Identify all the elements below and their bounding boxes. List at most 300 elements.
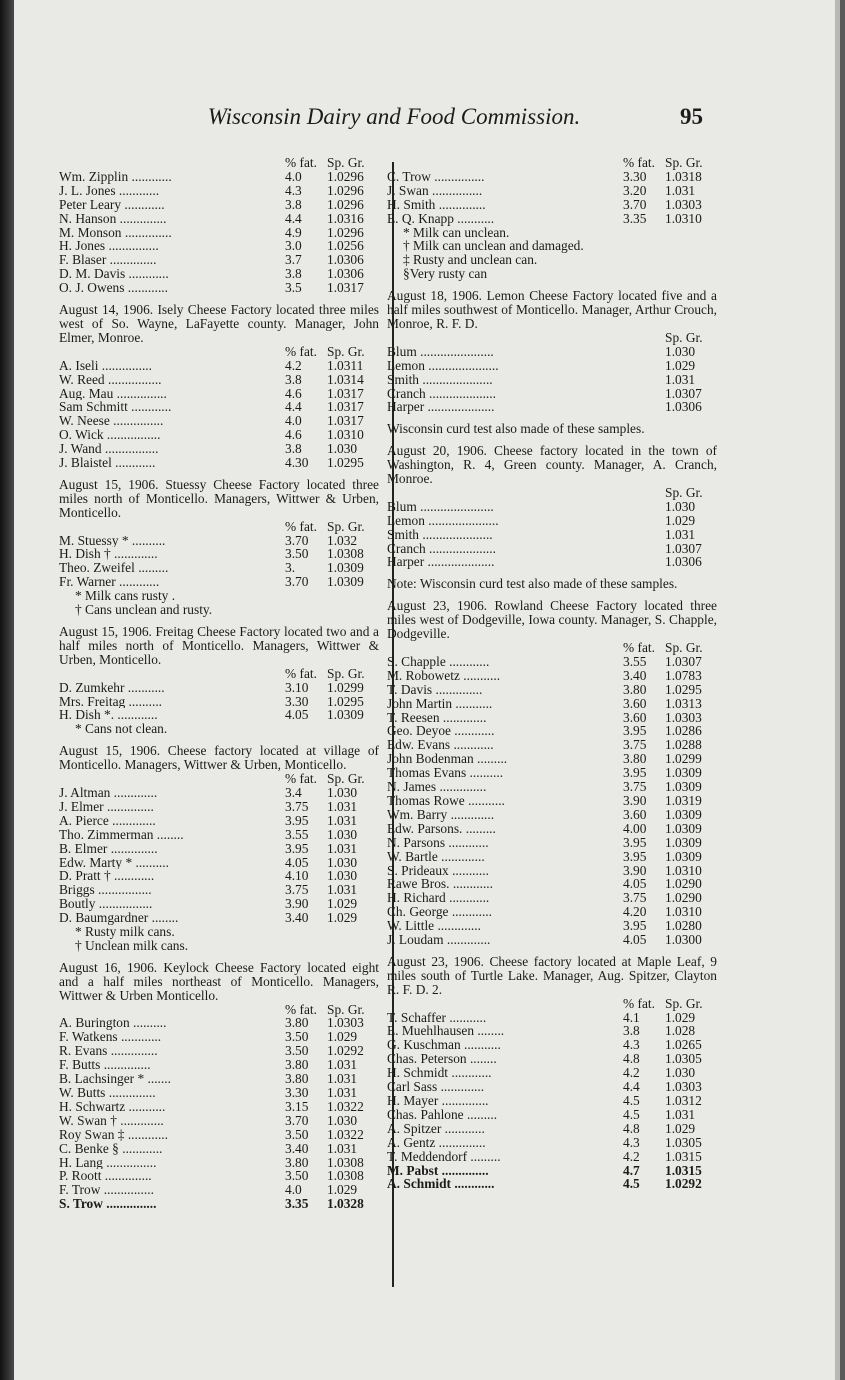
- gravity-column-header: Sp. Gr.: [327, 518, 365, 534]
- specific-gravity: 1.030: [665, 343, 696, 359]
- patron-name: W. Reed ................: [59, 372, 162, 387]
- specific-gravity: 1.0292: [327, 1043, 364, 1059]
- table-row: [59, 1183, 379, 1197]
- patron-name: Smith .....................: [387, 527, 493, 542]
- fat-percent: 3.8: [623, 1023, 640, 1039]
- gravity-column-header: Sp. Gr.: [665, 329, 703, 345]
- table-row: [387, 1164, 717, 1178]
- patron-name: T. Davis ..............: [387, 682, 483, 697]
- specific-gravity: 1.0265: [665, 1037, 702, 1053]
- specific-gravity: 1.0305: [665, 1051, 702, 1067]
- factory-description: Wisconsin curd test also made of these samples.: [387, 421, 645, 437]
- fat-percent: 3.50: [285, 1043, 309, 1059]
- specific-gravity: 1.0308: [327, 1168, 364, 1184]
- patron-name: Thomas Evans ..........: [387, 766, 504, 781]
- footnote: * Milk cans rusty .: [75, 588, 176, 604]
- specific-gravity: 1.0322: [327, 1126, 364, 1142]
- fat-percent: 4.4: [285, 399, 302, 415]
- factory-description: August 20, 1906. Cheese factory located in the town of Washington, R. 4, Green county. Manager, A. Cranch, Monroe.: [387, 443, 717, 487]
- fat-percent: 4.8: [623, 1120, 640, 1136]
- column-header-spacer: [387, 486, 623, 500]
- patron-name: F. Butts ..............: [59, 1058, 151, 1073]
- patron-name: Peter Leary ............: [59, 197, 165, 212]
- table-row: [387, 655, 717, 669]
- table-row: [387, 500, 717, 514]
- patron-name: Smith .....................: [387, 372, 493, 387]
- specific-gravity: 1.0317: [327, 385, 364, 401]
- patron-name: N. James ..............: [387, 780, 487, 794]
- patron-name: S. Chapple ............: [387, 654, 490, 669]
- table-row: [59, 842, 379, 856]
- table-row: [59, 373, 379, 387]
- table-row: [387, 198, 717, 212]
- specific-gravity: 1.029: [327, 910, 358, 926]
- column-header-spacer: [59, 1003, 285, 1017]
- table-row: [59, 1142, 379, 1156]
- book-page: [14, 0, 840, 1380]
- table-row: [387, 891, 717, 905]
- fat-column-header: [623, 486, 665, 500]
- table-row: [387, 711, 717, 725]
- fat-percent: 4.10: [285, 868, 309, 884]
- table-row: [59, 1086, 379, 1100]
- table-row: [387, 1094, 717, 1108]
- fat-percent: 3.10: [285, 679, 309, 695]
- table-row: [387, 683, 717, 697]
- patron-name: B. Elmer ..............: [59, 841, 158, 856]
- gravity-column-header: Sp. Gr.: [665, 484, 703, 500]
- table-row: [59, 281, 379, 295]
- patron-name: H. Schwartz ...........: [59, 1099, 166, 1114]
- patron-name: H. Mayer ..............: [387, 1094, 489, 1108]
- patron-name: A. Iseli ...............: [59, 358, 152, 373]
- specific-gravity: 1.0308: [327, 546, 364, 562]
- fat-percent: 4.7: [623, 1162, 640, 1178]
- fat-percent: 4.0: [285, 168, 302, 184]
- table-row: [387, 1150, 717, 1164]
- fat-percent: 4.1: [623, 1009, 640, 1025]
- patron-name: J. Altman .............: [59, 785, 158, 800]
- patron-name: Sam Schmitt ............: [59, 400, 172, 415]
- table-row: [387, 400, 717, 414]
- specific-gravity: 1.0286: [665, 723, 702, 739]
- table-row: [387, 1108, 717, 1122]
- fat-percent: 4.0: [285, 413, 302, 429]
- column-header-row: [59, 1003, 379, 1017]
- table-row: [387, 794, 717, 808]
- fat-percent: 3.60: [623, 709, 647, 725]
- fat-percent: 3.0: [285, 238, 302, 254]
- column-header-spacer: [59, 156, 285, 170]
- specific-gravity: 1.0303: [665, 709, 702, 725]
- table-row: [59, 695, 379, 709]
- table-row: [387, 1177, 717, 1191]
- table-row: [387, 808, 717, 822]
- specific-gravity: 1.028: [665, 1023, 696, 1039]
- fat-percent: [623, 345, 665, 359]
- fat-percent: 3.80: [623, 751, 647, 767]
- fat-percent: 3.80: [285, 1071, 309, 1087]
- factory-description: Note: Wisconsin curd test also made of these samples.: [387, 576, 678, 592]
- patron-name: W. Little .............: [387, 919, 481, 934]
- fat-percent: 3.95: [623, 765, 647, 781]
- column-header-spacer: [387, 156, 623, 170]
- fat-percent: 4.4: [285, 210, 302, 226]
- table-row: [59, 911, 379, 925]
- factory-description: August 15, 1906. Cheese factory located at village of Monticello. Managers, Wittwer & Urben, Monticello.: [59, 743, 379, 773]
- patron-name: N. Hanson ..............: [59, 211, 167, 226]
- specific-gravity: 1.030: [327, 1112, 358, 1128]
- factory-description: August 23, 1906. Cheese factory located at Maple Leaf, 9 miles south of Turtle Lake. Manager, Aug. Spitzer, Clayton R. F. D. 2.: [387, 953, 717, 997]
- fat-column-header: % fat.: [623, 155, 655, 170]
- column-header-spacer: [387, 331, 623, 345]
- column-header-spacer: [59, 520, 285, 534]
- table-row: [59, 1169, 379, 1183]
- specific-gravity: 1.031: [327, 812, 358, 828]
- fat-percent: 3.55: [285, 826, 309, 842]
- gravity-column-header: Sp. Gr.: [665, 640, 703, 655]
- table-row: [59, 170, 379, 184]
- specific-gravity: 1.0317: [327, 399, 364, 415]
- table-row: [59, 184, 379, 198]
- patron-name: Harper ....................: [387, 400, 495, 415]
- specific-gravity: 1.0309: [665, 765, 702, 781]
- table-row: [59, 681, 379, 695]
- specific-gravity: 1.0310: [665, 862, 702, 878]
- fat-percent: 3.75: [623, 890, 647, 906]
- patron-name: Wm. Zipplin ............: [59, 169, 172, 184]
- fat-percent: 3.15: [285, 1098, 309, 1114]
- factory-description: August 18, 1906. Lemon Cheese Factory located five and a half miles southwest of Monticello. Manager, Arthur Crouch, Monroe, R. F. D.: [387, 288, 717, 331]
- fat-percent: 3.50: [285, 1126, 309, 1142]
- patron-name: J. Blaistel ............: [59, 456, 156, 470]
- specific-gravity: 1.030: [665, 498, 696, 514]
- patron-name: Thomas Rowe ...........: [387, 793, 505, 808]
- table-row: [387, 905, 717, 919]
- gravity-column-header: Sp. Gr.: [665, 995, 703, 1011]
- specific-gravity: 1.031: [327, 1057, 358, 1073]
- specific-gravity: 1.0307: [665, 653, 702, 669]
- footnote: §Very rusty can: [403, 266, 488, 282]
- fat-percent: 3.80: [623, 681, 647, 697]
- specific-gravity: 1.0309: [327, 707, 364, 723]
- fat-percent: 4.05: [623, 932, 647, 948]
- specific-gravity: 1.0306: [665, 399, 702, 415]
- specific-gravity: 1.0309: [665, 779, 702, 795]
- footnote: † Cans unclean and rusty.: [75, 602, 213, 618]
- factory-description: August 23, 1906. Rowland Cheese Factory located three miles west of Dodgeville, Iowa county. Manager, S. Chapple, Dodgeville.: [387, 598, 717, 642]
- table-row: [387, 766, 717, 780]
- patron-name: Theo. Zweifel .........: [59, 561, 169, 576]
- fat-percent: 3.80: [285, 1154, 309, 1170]
- table-row: [59, 883, 379, 897]
- fat-percent: 3.35: [623, 210, 647, 226]
- patron-name: Cranch ....................: [387, 386, 496, 401]
- specific-gravity: 1.0299: [665, 751, 702, 767]
- table-row: [387, 1052, 717, 1066]
- specific-gravity: 1.0290: [665, 876, 702, 892]
- fat-percent: 3.30: [285, 1085, 309, 1100]
- column-header-row: [59, 520, 379, 534]
- fat-percent: [623, 400, 665, 414]
- specific-gravity: 1.030: [327, 854, 358, 870]
- patron-name: W. Swan † .............: [59, 1113, 164, 1128]
- table-row: [387, 514, 717, 528]
- patron-name: G. Kuschman ...........: [387, 1038, 501, 1053]
- fat-percent: 3.90: [623, 862, 647, 878]
- patron-name: E. Muehlhausen ........: [387, 1024, 505, 1039]
- patron-name: Blum ......................: [387, 344, 494, 359]
- specific-gravity: 1.031: [665, 371, 696, 387]
- footnote: * Cans not clean.: [75, 721, 168, 737]
- table-row: [59, 1156, 379, 1170]
- fat-column-header: % fat.: [285, 155, 317, 170]
- footnote: * Rusty milk cans.: [75, 924, 175, 940]
- fat-percent: 3.50: [285, 546, 309, 562]
- patron-name: Boutly ................: [59, 897, 153, 912]
- specific-gravity: 1.0783: [665, 667, 702, 683]
- patron-name: J. Loudam .............: [387, 933, 491, 947]
- running-header-title: Wisconsin Dairy and Food Commission.: [207, 104, 581, 129]
- specific-gravity: 1.031: [327, 1140, 358, 1156]
- patron-name: Harper ....................: [387, 555, 495, 570]
- table-row: [59, 828, 379, 842]
- table-row: [59, 1030, 379, 1044]
- column-header-row: [387, 997, 717, 1011]
- patron-name: H. Richard ............: [387, 891, 490, 906]
- table-row: [387, 933, 717, 947]
- specific-gravity: 1.0300: [665, 932, 702, 948]
- specific-gravity: 1.0319: [665, 792, 702, 808]
- patron-name: Edw. Marty * ..........: [59, 855, 169, 870]
- table-row: [387, 1024, 717, 1038]
- specific-gravity: 1.0295: [665, 681, 702, 697]
- patron-name: D. Baumgardner ........: [59, 911, 179, 926]
- fat-percent: 3.30: [623, 168, 647, 184]
- specific-gravity: 1.0309: [665, 806, 702, 822]
- patron-name: W. Butts ..............: [59, 1086, 156, 1100]
- patron-name: O. J. Owens ............: [59, 281, 168, 296]
- specific-gravity: 1.0309: [665, 834, 702, 850]
- fat-percent: 4.5: [623, 1093, 640, 1108]
- specific-gravity: 1.030: [327, 868, 358, 884]
- fat-percent: 4.0: [285, 1182, 302, 1198]
- fat-percent: 3.75: [285, 798, 309, 814]
- specific-gravity: 1.0314: [327, 371, 364, 387]
- patron-name: Chas. Pahlone .........: [387, 1107, 498, 1122]
- fat-percent: 3.8: [285, 196, 302, 212]
- specific-gravity: 1.0305: [665, 1134, 702, 1150]
- patron-name: A. Schmidt ............: [387, 1177, 495, 1192]
- patron-name: T. Reesen .............: [387, 710, 487, 725]
- specific-gravity: 1.0317: [327, 413, 364, 429]
- patron-name: J. Swan ...............: [387, 183, 483, 198]
- table-row: [59, 869, 379, 883]
- specific-gravity: 1.030: [327, 784, 358, 800]
- patron-name: H. Lang ...............: [59, 1155, 157, 1170]
- patron-name: Blum ......................: [387, 499, 494, 514]
- table-row: [387, 669, 717, 683]
- specific-gravity: 1.0322: [327, 1098, 364, 1114]
- fat-percent: 4.8: [623, 1051, 640, 1067]
- fat-percent: 4.3: [285, 182, 302, 198]
- table-row: [387, 822, 717, 836]
- fat-percent: 3.8: [285, 441, 302, 457]
- specific-gravity: 1.0307: [665, 540, 702, 556]
- table-row: [59, 856, 379, 870]
- specific-gravity: 1.0315: [665, 1148, 702, 1164]
- patron-name: D. M. Davis ............: [59, 267, 169, 282]
- table-row: [59, 359, 379, 373]
- table-row: [387, 212, 717, 226]
- fat-column-header: % fat.: [285, 518, 317, 534]
- specific-gravity: 1.031: [665, 526, 696, 542]
- table-row: [59, 1044, 379, 1058]
- column-header-row: [387, 486, 717, 500]
- fat-percent: 3.95: [285, 840, 309, 856]
- fat-percent: 3.70: [623, 196, 647, 212]
- patron-name: Tho. Zimmerman ........: [59, 827, 184, 842]
- specific-gravity: 1.030: [327, 441, 358, 457]
- table-row: [387, 170, 717, 184]
- specific-gravity: 1.0288: [665, 737, 702, 753]
- fat-percent: 4.3: [623, 1037, 640, 1053]
- patron-name: J. L. Jones ............: [59, 183, 160, 198]
- table-row: [387, 738, 717, 752]
- fat-percent: 4.00: [623, 820, 647, 836]
- fat-percent: [623, 359, 665, 373]
- specific-gravity: 1.0310: [327, 427, 364, 443]
- specific-gravity: 1.0307: [665, 385, 702, 401]
- table-row: [59, 897, 379, 911]
- patron-name: Edw. Evans ............: [387, 738, 494, 753]
- fat-percent: [623, 514, 665, 528]
- fat-percent: 3.95: [623, 848, 647, 864]
- fat-percent: 3.20: [623, 182, 647, 198]
- patron-name: A. Spitzer ............: [387, 1121, 485, 1136]
- table-row: [387, 877, 717, 891]
- fat-percent: 4.3: [623, 1134, 640, 1150]
- fat-percent: 3.8: [285, 266, 302, 282]
- fat-percent: 4.05: [623, 876, 647, 892]
- fat-column-header: % fat.: [285, 1001, 317, 1017]
- table-row: [387, 184, 717, 198]
- table-row: [59, 239, 379, 253]
- fat-percent: 3.55: [623, 653, 647, 669]
- specific-gravity: 1.0315: [665, 1162, 702, 1178]
- fat-percent: 3.80: [285, 1057, 309, 1073]
- column-header-spacer: [387, 641, 623, 655]
- page-edge: [835, 0, 840, 1380]
- patron-name: B. Lachsinger * .......: [59, 1072, 171, 1086]
- fat-column-header: % fat.: [285, 665, 317, 681]
- patron-name: H. Smith ..............: [387, 197, 486, 212]
- table-row: [387, 359, 717, 373]
- table-row: [387, 373, 717, 387]
- fat-percent: 3.40: [623, 667, 647, 683]
- patron-name: M. Monson ..............: [59, 225, 172, 240]
- fat-percent: 3.70: [285, 532, 309, 548]
- table-row: [387, 542, 717, 556]
- fat-percent: 3.50: [285, 1168, 309, 1184]
- table-row: [59, 456, 379, 470]
- table-row: [59, 575, 379, 589]
- fat-percent: 3.95: [623, 834, 647, 850]
- patron-name: Briggs ................: [59, 883, 152, 898]
- gravity-column-header: Sp. Gr.: [327, 771, 365, 787]
- fat-percent: 4.6: [285, 427, 302, 443]
- specific-gravity: 1.0299: [327, 679, 364, 695]
- fat-percent: 4.5: [623, 1106, 640, 1122]
- specific-gravity: 1.0311: [327, 357, 364, 373]
- specific-gravity: 1.0312: [665, 1093, 702, 1108]
- specific-gravity: 1.030: [665, 1065, 696, 1081]
- fat-percent: 4.05: [285, 854, 309, 870]
- factory-description: August 15, 1906. Stuessy Cheese Factory located three miles north of Monticello. Managers, Wittwer & Urben, Monticello.: [59, 476, 379, 520]
- specific-gravity: 1.0292: [665, 1176, 702, 1192]
- book-spine: [0, 0, 14, 1380]
- fat-percent: 3.70: [285, 1112, 309, 1128]
- patron-name: Cranch ....................: [387, 541, 496, 556]
- specific-gravity: 1.029: [327, 896, 358, 912]
- specific-gravity: 1.032: [327, 532, 358, 548]
- table-row: [387, 1011, 717, 1025]
- patron-name: O. Wick ................: [59, 428, 161, 443]
- patron-name: R. Evans ..............: [59, 1044, 158, 1059]
- specific-gravity: 1.0296: [327, 182, 364, 198]
- table-row: [387, 780, 717, 794]
- table-row: [59, 547, 379, 561]
- patron-name: P. Roott ..............: [59, 1169, 152, 1184]
- table-row: [59, 800, 379, 814]
- patron-name: W. Bartle .............: [387, 849, 485, 864]
- fat-column-header: % fat.: [623, 995, 655, 1011]
- fat-column-header: % fat.: [285, 771, 317, 787]
- patron-name: H. Jones ...............: [59, 239, 159, 254]
- fat-percent: 3.90: [285, 896, 309, 912]
- specific-gravity: 1.031: [327, 840, 358, 856]
- gravity-column-header: Sp. Gr.: [327, 343, 365, 359]
- column-header-row: [59, 772, 379, 786]
- gravity-column-header: Sp. Gr.: [327, 665, 365, 681]
- column-header-spacer: [59, 772, 285, 786]
- patron-name: Edw. Parsons. .........: [387, 821, 496, 836]
- specific-gravity: 1.030: [327, 826, 358, 842]
- table-row: [59, 267, 379, 281]
- specific-gravity: 1.0317: [327, 280, 364, 296]
- patron-name: N. Parsons ............: [387, 835, 489, 850]
- fat-percent: 3.95: [623, 918, 647, 934]
- specific-gravity: 1.0309: [665, 848, 702, 864]
- gravity-column-header: Sp. Gr.: [665, 155, 703, 170]
- fat-percent: 4.20: [623, 904, 647, 920]
- fat-percent: 4.2: [623, 1148, 640, 1164]
- fat-percent: [623, 528, 665, 542]
- column-header-row: [387, 156, 717, 170]
- specific-gravity: 1.031: [327, 882, 358, 898]
- patron-name: S. Prideaux ...........: [387, 863, 489, 878]
- column-header-row: [59, 345, 379, 359]
- patron-name: E. Q. Knapp ...........: [387, 211, 495, 226]
- table-row: [59, 814, 379, 828]
- table-row: [59, 1114, 379, 1128]
- table-row: [59, 786, 379, 800]
- fat-percent: 3.90: [623, 792, 647, 808]
- specific-gravity: 1.0310: [665, 904, 702, 920]
- table-row: [59, 1016, 379, 1030]
- right-column: [387, 156, 717, 1191]
- fat-column-header: % fat.: [623, 640, 655, 655]
